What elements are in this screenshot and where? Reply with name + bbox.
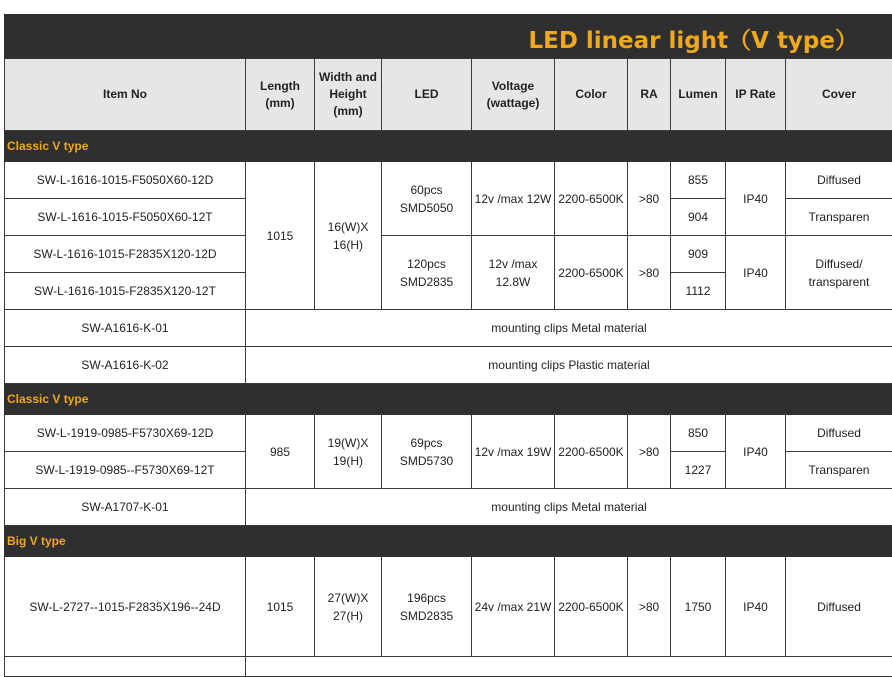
- table-row: [5, 236, 892, 273]
- section-label: Classic V type: [5, 131, 892, 162]
- item-no-cell: SW-L-1919-0985-F5730X69-12D: [5, 415, 246, 452]
- section-row: [5, 384, 892, 415]
- header-length: Length (mm): [246, 59, 315, 131]
- accessory-desc: mounting clips Metal material: [246, 310, 892, 347]
- item-no-cell: SW-L-1616-1015-F5050X60-12T: [5, 199, 246, 236]
- lumen-cell: 1112: [671, 273, 726, 310]
- accessory-desc: mounting clips Metal material: [246, 489, 892, 526]
- width-height-cell: 16(W)X 16(H): [315, 162, 382, 310]
- color-cell: 2200-6500K: [555, 162, 628, 236]
- header-voltage: Voltage (wattage): [472, 59, 555, 131]
- title-bar: [4, 14, 892, 58]
- section-row: [5, 526, 892, 557]
- cover-cell: Diffused: [786, 557, 892, 657]
- page-title: LED linear light（V type）: [528, 22, 858, 55]
- empty-cell: [246, 657, 892, 677]
- header-led: LED: [382, 59, 472, 131]
- ra-cell: >80: [628, 236, 671, 310]
- ra-cell: >80: [628, 415, 671, 489]
- cover-cell: Diffused: [786, 415, 892, 452]
- cover-cell: Diffused: [786, 162, 892, 199]
- spec-table: [4, 58, 892, 677]
- item-no-cell: SW-L-2727--1015-F2835X196--24D: [5, 557, 246, 657]
- accessory-desc: mounting clips Plastic material: [246, 347, 892, 384]
- voltage-cell: 24v /max 21W: [472, 557, 555, 657]
- ip-rate-cell: IP40: [726, 162, 786, 236]
- led-cell: 69pcs SMD5730: [382, 415, 472, 489]
- cover-cell: Diffused/ transparent: [786, 236, 892, 310]
- voltage-cell: 12v /max 12.8W: [472, 236, 555, 310]
- led-cell: 120pcs SMD2835: [382, 236, 472, 310]
- width-height-cell: 19(W)X 19(H): [315, 415, 382, 489]
- lumen-cell: 855: [671, 162, 726, 199]
- section-label: Classic V type: [5, 384, 892, 415]
- header-row: [5, 59, 892, 131]
- voltage-cell: 12v /max 19W: [472, 415, 555, 489]
- table-row: [5, 415, 892, 452]
- length-cell: 985: [246, 415, 315, 489]
- lumen-cell: 1750: [671, 557, 726, 657]
- accessory-row: [5, 347, 892, 384]
- led-cell: 60pcs SMD5050: [382, 162, 472, 236]
- table-row: [5, 557, 892, 657]
- cover-cell: Transparen: [786, 199, 892, 236]
- header-ip-rate: IP Rate: [726, 59, 786, 131]
- lumen-cell: 850: [671, 415, 726, 452]
- accessory-row: [5, 310, 892, 347]
- section-label: Big V type: [5, 526, 892, 557]
- header-cover: Cover: [786, 59, 892, 131]
- accessory-row: [5, 489, 892, 526]
- item-no-cell: SW-L-1616-1015-F2835X120-12T: [5, 273, 246, 310]
- lumen-cell: 904: [671, 199, 726, 236]
- item-no-cell: SW-L-1616-1015-F2835X120-12D: [5, 236, 246, 273]
- led-cell: 196pcs SMD2835: [382, 557, 472, 657]
- ip-rate-cell: IP40: [726, 236, 786, 310]
- color-cell: 2200-6500K: [555, 236, 628, 310]
- section-row: [5, 131, 892, 162]
- length-cell: 1015: [246, 162, 315, 310]
- lumen-cell: 909: [671, 236, 726, 273]
- header-ra: RA: [628, 59, 671, 131]
- item-no-cell: SW-L-1919-0985--F5730X69-12T: [5, 452, 246, 489]
- ra-cell: >80: [628, 557, 671, 657]
- empty-cell: [5, 657, 246, 677]
- header-width-height: Width and Height (mm): [315, 59, 382, 131]
- cover-cell: Transparen: [786, 452, 892, 489]
- voltage-cell: 12v /max 12W: [472, 162, 555, 236]
- item-no-cell: SW-A1616-K-02: [5, 347, 246, 384]
- item-no-cell: SW-A1707-K-01: [5, 489, 246, 526]
- item-no-cell: SW-L-1616-1015-F5050X60-12D: [5, 162, 246, 199]
- lumen-cell: 1227: [671, 452, 726, 489]
- width-height-cell: 27(W)X 27(H): [315, 557, 382, 657]
- header-lumen: Lumen: [671, 59, 726, 131]
- header-item-no: Item No: [5, 59, 246, 131]
- color-cell: 2200-6500K: [555, 557, 628, 657]
- ip-rate-cell: IP40: [726, 557, 786, 657]
- color-cell: 2200-6500K: [555, 415, 628, 489]
- ip-rate-cell: IP40: [726, 415, 786, 489]
- item-no-cell: SW-A1616-K-01: [5, 310, 246, 347]
- table-row: [5, 657, 892, 677]
- header-color: Color: [555, 59, 628, 131]
- ra-cell: >80: [628, 162, 671, 236]
- length-cell: 1015: [246, 557, 315, 657]
- table-row: [5, 162, 892, 199]
